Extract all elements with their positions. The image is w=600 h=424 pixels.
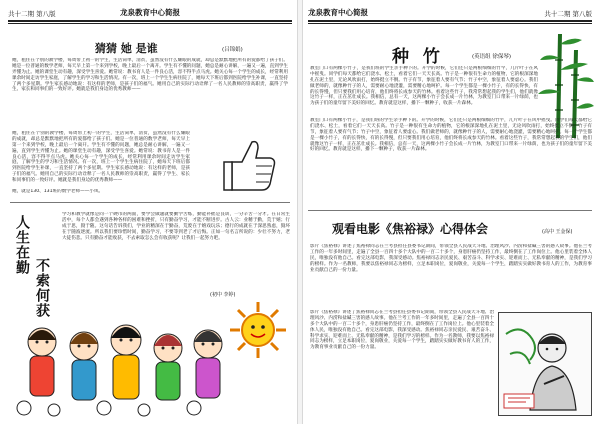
header-rule (308, 23, 592, 24)
article-title: 猜猜 她 是谁 (95, 42, 158, 55)
article-title: 观看电影《焦裕禄》心得体会 (332, 222, 489, 236)
article-byline: (初中 李婷) (210, 292, 236, 298)
vertical-title-2: 不索何获 (34, 258, 50, 318)
newsletter-title: 龙泉教育中心简报 (120, 8, 180, 17)
article-footer: 她，就是130、131班的数学老师——小凤。 (12, 189, 104, 194)
page-header (8, 6, 292, 22)
article-byline: (吕锦娟) (222, 47, 243, 53)
article-body-continued: 影片《焦裕禄》讲述了焦裕禄同志在兰考县担任县委书记期间，带领全县人民战天斗地、治理风沙、内涝和盐碱三害的感人故事。他在兰考工作的一年多时间里，走遍了全县一百四十多个大队中的一百二十多个，身患肝癌仍坚持工作，最终倒在了工作岗位上。他心里装着全体人民，唯独没有他自己。看完这部电影，我深受感动。焦裕禄同志亲民爱民、艰苦奋斗、科学求实、迎难而上、无私奉献的精神，是我们学习的榜样。作为一名教师，我要以焦裕禄同志为榜样，立足本职岗位，爱岗敬业，关爱每一个学生，踏踏实实做好教书育人的工作，为教育事业贡献自己的一份力量。 (310, 310, 494, 351)
children-group-icon (14, 312, 234, 420)
header-rule (8, 23, 292, 24)
section-divider (10, 202, 290, 203)
article-byline: (英语组 徐保琴) (472, 54, 512, 60)
article-byline: (高中 王金保) (542, 229, 573, 235)
page-header (308, 6, 592, 22)
issue-label: 共十二期 第八版 (8, 10, 56, 18)
article-body: 学习和教学就像是同一个硬币的两面，要学会做题就要勤学苦练，勤能补拙是良训，一分辛苦一分才。在日常生活中，每个人都会遇到各种各样的困难和挫折，只有勤奋学习，才能不断进步。古人云：业精于勤，荒于嬉；行成于思，毁于随。这句话告诉我们，学业的精深在于勤奋，荒废在于嬉戏玩乐；德行的成就在于深思熟虑，毁坏在于随波逐流。所以我们要珍惜时间，勤奋学习，不要等到老了才后悔。正如一句名言所说的：少壮不努力，老大徒伤悲。只有勤奋才能收获，不去索取怎么会有收获呢？让我们一起努力吧。 (62, 212, 290, 241)
portrait-icon (500, 314, 590, 414)
thumbs-up-icon (218, 132, 280, 194)
article-body: 教室门口有两棵小竹子，是我们班的学生亲手种下的。开学的时候，它们还只是两根细细的竹竿，几片叶子在风中摇曳。同学们每天都给它们浇水、松土，看着它们一天天长高。竹子是一种很有生命力的植物，它的根深深地扎在泥土里，无论风吹雨打，始终挺立不倒。竹子有节，象征着人要有气节；竹子中空，象征着人要虚心。我们做老师的，就像种竹子的人，需要耐心地浇灌，需要精心地呵护。每一个学生都是一棵小竹子，有的长得快，有的长得慢，但只要我们用心培育，他们终将长成参天的竹林。看着这些竹子，我常常想起我的学生们，他们就像这竹子一样，正在茁壮成长。我相信，总有一天，这两棵小竹子会长成一片竹林，为教室门口带来一片绿荫，也为孩子们的童年留下美好的回忆。教育就是这样，播下一颗种子，收获一片森林。 (310, 66, 538, 107)
issue-label: 共十二期 第八版 (544, 10, 592, 18)
vertical-title-1: 人生在勤 (14, 215, 30, 275)
section-divider (308, 210, 592, 211)
article-title: 种 竹 (392, 47, 444, 67)
article-body: 她，租住在个别的教学楼，每周带上初一的学生，生活简单，清贫，虽然没有什么耀眼的成就，却总是默默地把所有的爱都给了孩子们。她是一位普通的数学老师，每天早上第一个来到学校，晚上最后一个离开。学生有不懂的问题，她总是耐心讲解，一遍又一遍，直到学生弄懂为止。她的课堂生动有趣，深受学生喜爱。她常说：教书育人是一件良心活，容不得半点马虎。她关心每一个学生的成长，经常利用课余时间走访学生家庭，了解学生的学习和生活情况。有一次，班上一个学生生病住院了，她每天下班后都到医院给学生补课，一直坚持了两个多星期。学生家长感动地说：有这样的老师，是孩子们的福气。她用自己的实际行动诠释了一名人民教师的崇高职责，赢得了学生、家长和同事们的一致好评。她就是我们身边的优秀教师—— (12, 58, 288, 93)
article-body-continued: 教室门口有两棵小竹子，是我们班的学生亲手种下的。开学的时候，它们还只是两根细细的竹竿，几片叶子在风中摇曳。同学们每天都给它们浇水、松土，看着它们一天天长高。竹子是一种很有生命力的植物，它的根深深地扎在泥土里，无论风吹雨打，始终挺立不倒。竹子有节，象征着人要有气节；竹子中空，象征着人要虚心。我们做老师的，就像种竹子的人，需要耐心地浇灌，需要精心地呵护。每一个学生都是一棵小竹子，有的长得快，有的长得慢，但只要我们用心培育，他们终将长成参天的竹林。看着这些竹子，我常常想起我的学生们，他们就像这竹子一样，正在茁壮成长。我相信，总有一天，这两棵小竹子会长成一片竹林，为教室门口带来一片绿荫，也为孩子们的童年留下美好的回忆。教育就是这样，播下一颗种子，收获一片森林。 (310, 118, 592, 153)
right-page (300, 0, 600, 424)
sun-icon (228, 300, 288, 360)
newsletter-title: 龙泉教育中心简报 (308, 8, 368, 17)
article-body: 影片《焦裕禄》讲述了焦裕禄同志在兰考县担任县委书记期间，带领全县人民战天斗地、治理风沙、内涝和盐碱三害的感人故事。他在兰考工作的一年多时间里，走遍了全县一百四十多个大队中的一百二十多个，身患肝癌仍坚持工作，最终倒在了工作岗位上。他心里装着全体人民，唯独没有他自己。看完这部电影，我深受感动。焦裕禄同志亲民爱民、艰苦奋斗、科学求实、迎难而上、无私奉献的精神，是我们学习的榜样。作为一名教师，我要以焦裕禄同志为榜样，立足本职岗位，爱岗敬业，关爱每一个学生，踏踏实实做好教书育人的工作，为教育事业贡献自己的一份力量。 (310, 244, 592, 273)
article-body-continued: 她，租住在个别的教学楼，每周带上初一的学生，生活简单，清贫，虽然没有什么耀眼的成就，却总是默默地把所有的爱都给了孩子们。她是一位普通的数学老师，每天早上第一个来到学校，晚上最后一个离开。学生有不懂的问题，她总是耐心讲解，一遍又一遍，直到学生弄懂为止。她的课堂生动有趣，深受学生喜爱。她常说：教书育人是一件良心活，容不得半点马虎。她关心每一个学生的成长，经常利用课余时间走访学生家庭，了解学生的学习和生活情况。有一次，班上一个学生生病住院了，她每天下班后都到医院给学生补课，一直坚持了两个多星期。学生家长感动地说：有这样的老师，是孩子们的福气。她用自己的实际行动诠释了一名人民教师的崇高职责，赢得了学生、家长和同事们的一致好评。她就是我们身边的优秀教师—— (12, 131, 190, 183)
